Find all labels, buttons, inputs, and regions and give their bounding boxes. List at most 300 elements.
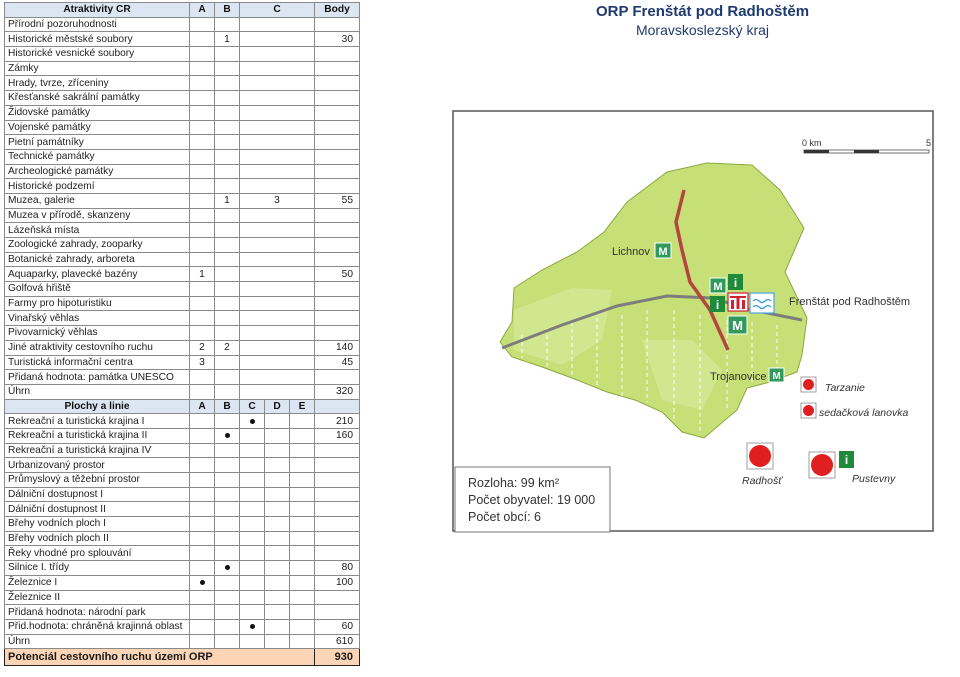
- table-row: [5, 619, 360, 634]
- row-label: Rekreační a turistická krajina IV: [5, 443, 190, 458]
- cell-body: [315, 443, 360, 458]
- cell-col-4: [265, 590, 290, 605]
- row-label: Přid.hodnota: chráněná krajinná oblast: [5, 619, 190, 634]
- cell-col-2: [215, 590, 240, 605]
- cell-b: [215, 267, 240, 282]
- table-row: [5, 17, 360, 32]
- cell-c: [240, 208, 315, 223]
- info-icon-frenstat-2: [710, 296, 725, 312]
- cell-b: [215, 135, 240, 150]
- table-row: [5, 179, 360, 194]
- row-label: Silnice I. třídy: [5, 561, 190, 576]
- cell-body: [315, 326, 360, 341]
- cell-a: [190, 311, 215, 326]
- cell-col-4: [265, 575, 290, 590]
- place-radhost: Radhošť: [742, 475, 782, 487]
- cell-b: [215, 252, 240, 267]
- cell-c: [240, 120, 315, 135]
- table-row: [5, 61, 360, 76]
- table-row: [5, 149, 360, 164]
- table-row: [5, 296, 360, 311]
- cell-col-5: [290, 517, 315, 532]
- cell-body: [315, 590, 360, 605]
- marker-dot: [250, 419, 255, 424]
- info-icon-pustevny: [839, 451, 854, 468]
- cell-body: [315, 149, 360, 164]
- row-label: Hrady, tvrze, zříceniny: [5, 76, 190, 91]
- cell-col-4: [265, 458, 290, 473]
- svg-text:i: i: [715, 298, 720, 312]
- row-label: Železnice II: [5, 590, 190, 605]
- cell-col-3: [240, 517, 265, 532]
- cell-a: [190, 326, 215, 341]
- cell-body: [315, 91, 360, 106]
- cell-col-3: [240, 619, 265, 634]
- svg-text:i: i: [844, 453, 849, 467]
- cell-col-4: [265, 619, 290, 634]
- row-label: Technické památky: [5, 149, 190, 164]
- row-label: Železnice I: [5, 575, 190, 590]
- cell-body: 140: [315, 340, 360, 355]
- cell-c: [240, 370, 315, 385]
- row-label: Aquaparky, plavecké bazény: [5, 267, 190, 282]
- table-row: [5, 370, 360, 385]
- attractions-table: [4, 2, 360, 666]
- row-label: Židovské památky: [5, 105, 190, 120]
- table-row: [5, 32, 360, 47]
- cell-c: [240, 282, 315, 297]
- cell-body: [315, 238, 360, 253]
- cell-col-4: [265, 443, 290, 458]
- cell-body: 45: [315, 355, 360, 370]
- cell-a: 2: [190, 340, 215, 355]
- marker-dot: [200, 580, 205, 585]
- cell-body: [315, 120, 360, 135]
- cell-col-1: [190, 590, 215, 605]
- cell-body: [315, 502, 360, 517]
- table-row: [5, 238, 360, 253]
- cell-col-1: [190, 414, 215, 429]
- cell-c: [240, 311, 315, 326]
- header-cell: C: [240, 399, 265, 414]
- cell-col-4: [265, 634, 290, 649]
- row-label: Vinařský věhlas: [5, 311, 190, 326]
- cell-body: [315, 252, 360, 267]
- table-row: [5, 443, 360, 458]
- table-row: [5, 105, 360, 120]
- cell-col-5: [290, 473, 315, 488]
- cell-body: 30: [315, 32, 360, 47]
- place-lichnov: Lichnov: [612, 246, 650, 258]
- table-row: [5, 47, 360, 62]
- cell-col-3: [240, 561, 265, 576]
- cell-c: [240, 91, 315, 106]
- cell-c: [240, 105, 315, 120]
- cell-col-1: [190, 619, 215, 634]
- cell-b: [215, 61, 240, 76]
- cell-col-2: [215, 561, 240, 576]
- cell-col-2: [215, 428, 240, 443]
- cell-col-5: [290, 561, 315, 576]
- header-cell: Atraktivity CR: [5, 3, 190, 18]
- cell-col-2: [215, 458, 240, 473]
- row-label: Rekreační a turistická krajina I: [5, 414, 190, 429]
- cell-col-2: [215, 502, 240, 517]
- svg-text:M: M: [713, 281, 723, 293]
- row-label: Průmyslový a těžební prostor: [5, 473, 190, 488]
- cell-col-4: [265, 605, 290, 620]
- row-label: Pivovarnický věhlas: [5, 326, 190, 341]
- table-row: [5, 135, 360, 150]
- cell-col-5: [290, 575, 315, 590]
- row-label: Golfová hřiště: [5, 282, 190, 297]
- total-value: 930: [315, 649, 360, 666]
- table-row: [5, 605, 360, 620]
- total-label: Potenciál cestovního ruchu území ORP: [5, 649, 315, 666]
- cell-col-2: [215, 487, 240, 502]
- cell-body: [315, 473, 360, 488]
- table-row: [5, 311, 360, 326]
- cell-b: 1: [215, 32, 240, 47]
- cell-c: [240, 238, 315, 253]
- table2-header: [5, 399, 360, 414]
- cell-body: [315, 135, 360, 150]
- cell-col-4: [265, 531, 290, 546]
- cell-c: [240, 61, 315, 76]
- svg-text:M: M: [658, 246, 668, 258]
- svg-text:i: i: [733, 276, 738, 290]
- cell-b: [215, 326, 240, 341]
- cell-body: 160: [315, 428, 360, 443]
- cell-b: [215, 384, 240, 399]
- cell-body: [315, 605, 360, 620]
- info-municipalities: Počet obcí: 6: [468, 510, 541, 524]
- row-label: Botanické zahrady, arboreta: [5, 252, 190, 267]
- row-label: Muzea, galerie: [5, 193, 190, 208]
- cell-col-3: [240, 443, 265, 458]
- row-label: Břehy vodních ploch II: [5, 531, 190, 546]
- cell-body: [315, 223, 360, 238]
- cell-col-1: [190, 546, 215, 561]
- row-label: Urbanizovaný prostor: [5, 458, 190, 473]
- cell-b: [215, 149, 240, 164]
- cell-c: [240, 32, 315, 47]
- cell-col-2: [215, 634, 240, 649]
- cell-col-5: [290, 487, 315, 502]
- header-cell: A: [190, 3, 215, 18]
- table-row: [5, 575, 360, 590]
- place-tarzanie: Tarzanie: [825, 382, 865, 394]
- row-label: Pietní památníky: [5, 135, 190, 150]
- cell-col-2: [215, 575, 240, 590]
- header-cell-empty: [315, 399, 360, 414]
- header-cell: Body: [315, 3, 360, 18]
- cell-col-3: [240, 575, 265, 590]
- header-cell: Plochy a linie: [5, 399, 190, 414]
- cell-body: [315, 61, 360, 76]
- cell-col-5: [290, 502, 315, 517]
- cell-body: 100: [315, 575, 360, 590]
- cell-body: [315, 370, 360, 385]
- cell-a: [190, 76, 215, 91]
- cell-c: [240, 384, 315, 399]
- row-label: Přidaná hodnota: památka UNESCO: [5, 370, 190, 385]
- cell-body: [315, 47, 360, 62]
- svg-text:M: M: [772, 371, 781, 382]
- svg-text:M: M: [732, 318, 743, 333]
- cell-body: [315, 17, 360, 32]
- table-row: [5, 91, 360, 106]
- attraction-icon-pustevny: [809, 452, 835, 478]
- cell-col-2: [215, 473, 240, 488]
- cell-body: [315, 487, 360, 502]
- row-label: Úhrn: [5, 384, 190, 399]
- cell-col-1: [190, 458, 215, 473]
- header-cell: D: [265, 399, 290, 414]
- table-row: [5, 120, 360, 135]
- cell-col-1: [190, 487, 215, 502]
- cell-a: 3: [190, 355, 215, 370]
- cell-c: [240, 223, 315, 238]
- cell-c: [240, 296, 315, 311]
- cell-c: [240, 164, 315, 179]
- place-lanovka: sedačková lanovka: [819, 407, 909, 419]
- cell-a: [190, 384, 215, 399]
- cell-a: [190, 238, 215, 253]
- row-label: Dálniční dostupnost II: [5, 502, 190, 517]
- table-row: [5, 487, 360, 502]
- cell-col-3: [240, 458, 265, 473]
- cell-col-3: [240, 531, 265, 546]
- cell-b: 1: [215, 193, 240, 208]
- region-info-box: [455, 467, 610, 532]
- marker-dot: [225, 565, 230, 570]
- table-row: [5, 428, 360, 443]
- marker-dot: [225, 433, 230, 438]
- table-row: [5, 355, 360, 370]
- cell-body: [315, 105, 360, 120]
- row-label: Muzea v přírodě, skanzeny: [5, 208, 190, 223]
- scale-start-label: 0 km: [802, 138, 822, 148]
- cell-a: [190, 223, 215, 238]
- cell-col-5: [290, 443, 315, 458]
- cell-c: 3: [240, 193, 315, 208]
- cell-col-1: [190, 561, 215, 576]
- cell-b: [215, 223, 240, 238]
- row-label: Jiné atraktivity cestovního ruchu: [5, 340, 190, 355]
- table-row: [5, 384, 360, 399]
- row-label: Historické vesnické soubory: [5, 47, 190, 62]
- cell-a: [190, 91, 215, 106]
- table-row: [5, 208, 360, 223]
- row-label: Přírodní pozoruhodnosti: [5, 17, 190, 32]
- cell-col-3: [240, 414, 265, 429]
- table-row: [5, 517, 360, 532]
- cell-b: [215, 179, 240, 194]
- cell-col-1: [190, 428, 215, 443]
- cell-a: [190, 149, 215, 164]
- cell-b: [215, 105, 240, 120]
- cell-col-3: [240, 546, 265, 561]
- table-row: [5, 531, 360, 546]
- cell-col-1: [190, 575, 215, 590]
- cell-body: [315, 311, 360, 326]
- cell-body: [315, 517, 360, 532]
- cell-body: 60: [315, 619, 360, 634]
- row-label: Dálniční dostupnost I: [5, 487, 190, 502]
- row-label: Historické podzemí: [5, 179, 190, 194]
- row-label: Úhrn: [5, 634, 190, 649]
- table-row: [5, 561, 360, 576]
- cell-c: [240, 17, 315, 32]
- header-cell: E: [290, 399, 315, 414]
- museum-icon-frenstat-1: [710, 278, 726, 293]
- header-cell: B: [215, 399, 240, 414]
- cell-col-5: [290, 619, 315, 634]
- cell-b: [215, 355, 240, 370]
- cell-c: [240, 135, 315, 150]
- pool-icon-frenstat: [750, 293, 774, 313]
- row-label: Zoologické zahrady, zooparky: [5, 238, 190, 253]
- cell-col-1: [190, 634, 215, 649]
- cell-col-5: [290, 428, 315, 443]
- cell-col-1: [190, 605, 215, 620]
- cell-body: [315, 208, 360, 223]
- table-row: [5, 546, 360, 561]
- cell-body: 610: [315, 634, 360, 649]
- cell-a: [190, 135, 215, 150]
- header-cell: C: [240, 3, 315, 18]
- total-row: [5, 649, 360, 666]
- cell-col-5: [290, 458, 315, 473]
- place-frenstat: Frenštát pod Radhoštěm: [789, 296, 911, 308]
- row-label: Přidaná hodnota: národní park: [5, 605, 190, 620]
- cell-col-5: [290, 531, 315, 546]
- table-row: [5, 252, 360, 267]
- cell-body: 55: [315, 193, 360, 208]
- cell-b: [215, 164, 240, 179]
- cell-col-3: [240, 634, 265, 649]
- table-row: [5, 223, 360, 238]
- cell-b: [215, 311, 240, 326]
- row-label: Archeologické památky: [5, 164, 190, 179]
- cell-a: [190, 32, 215, 47]
- table-row: [5, 473, 360, 488]
- header-cell: B: [215, 3, 240, 18]
- cell-col-2: [215, 619, 240, 634]
- table-row: [5, 282, 360, 297]
- attraction-icon-radhost: [747, 443, 773, 469]
- cell-col-2: [215, 546, 240, 561]
- row-label: Břehy vodních ploch I: [5, 517, 190, 532]
- cell-col-3: [240, 428, 265, 443]
- header-cell: A: [190, 399, 215, 414]
- cell-body: 210: [315, 414, 360, 429]
- table-row: [5, 502, 360, 517]
- row-label: Křesťanské sakrální památky: [5, 91, 190, 106]
- cell-col-5: [290, 605, 315, 620]
- museum-icon-lichnov: [655, 243, 671, 258]
- cell-b: [215, 208, 240, 223]
- cell-col-5: [290, 590, 315, 605]
- table-row: [5, 164, 360, 179]
- cell-b: [215, 91, 240, 106]
- cell-c: [240, 179, 315, 194]
- cell-a: [190, 252, 215, 267]
- cell-body: 80: [315, 561, 360, 576]
- cell-body: [315, 282, 360, 297]
- cell-col-1: [190, 517, 215, 532]
- cell-c: [240, 76, 315, 91]
- cell-a: [190, 120, 215, 135]
- cell-b: [215, 120, 240, 135]
- cell-col-2: [215, 531, 240, 546]
- cell-col-5: [290, 414, 315, 429]
- cell-b: [215, 47, 240, 62]
- cell-col-3: [240, 605, 265, 620]
- cell-a: 1: [190, 267, 215, 282]
- cell-a: [190, 296, 215, 311]
- cell-col-3: [240, 502, 265, 517]
- cell-a: [190, 370, 215, 385]
- cell-body: [315, 76, 360, 91]
- row-label: Rekreační a turistická krajina II: [5, 428, 190, 443]
- table-row: [5, 267, 360, 282]
- table-row: [5, 193, 360, 208]
- cell-col-1: [190, 443, 215, 458]
- cell-b: [215, 17, 240, 32]
- attraction-icon-tarzanie: [801, 377, 816, 392]
- cell-a: [190, 208, 215, 223]
- map-title: ORP Frenštát pod Radhoštěm: [595, 3, 810, 20]
- map-subtitle: Moravskoslezský kraj: [635, 22, 770, 38]
- cell-c: [240, 340, 315, 355]
- cell-body: [315, 546, 360, 561]
- row-label: Turistická informační centra: [5, 355, 190, 370]
- marker-dot: [250, 624, 255, 629]
- table1-header: [5, 3, 360, 18]
- cell-a: [190, 105, 215, 120]
- cell-a: [190, 47, 215, 62]
- cell-col-1: [190, 473, 215, 488]
- cell-col-5: [290, 546, 315, 561]
- cell-b: [215, 282, 240, 297]
- table-row: [5, 414, 360, 429]
- info-icon-frenstat-1: [728, 274, 743, 290]
- cell-col-4: [265, 414, 290, 429]
- row-label: Historické městské soubory: [5, 32, 190, 47]
- cell-a: [190, 193, 215, 208]
- table-row: [5, 340, 360, 355]
- cell-body: [315, 179, 360, 194]
- cell-c: [240, 355, 315, 370]
- table-row: [5, 458, 360, 473]
- museum-icon-frenstat-2: [728, 316, 747, 334]
- region-map: [452, 110, 936, 533]
- row-label: Řeky vhodné pro splouvání: [5, 546, 190, 561]
- info-area: Rozloha: 99 km²: [468, 476, 560, 490]
- cell-col-4: [265, 487, 290, 502]
- cell-col-1: [190, 502, 215, 517]
- cell-col-4: [265, 517, 290, 532]
- cell-col-3: [240, 590, 265, 605]
- cell-body: [315, 164, 360, 179]
- cell-body: 50: [315, 267, 360, 282]
- info-population: Počet obyvatel: 19 000: [468, 493, 596, 507]
- cell-a: [190, 282, 215, 297]
- cell-a: [190, 179, 215, 194]
- place-trojanovice: Trojanovice: [710, 371, 767, 383]
